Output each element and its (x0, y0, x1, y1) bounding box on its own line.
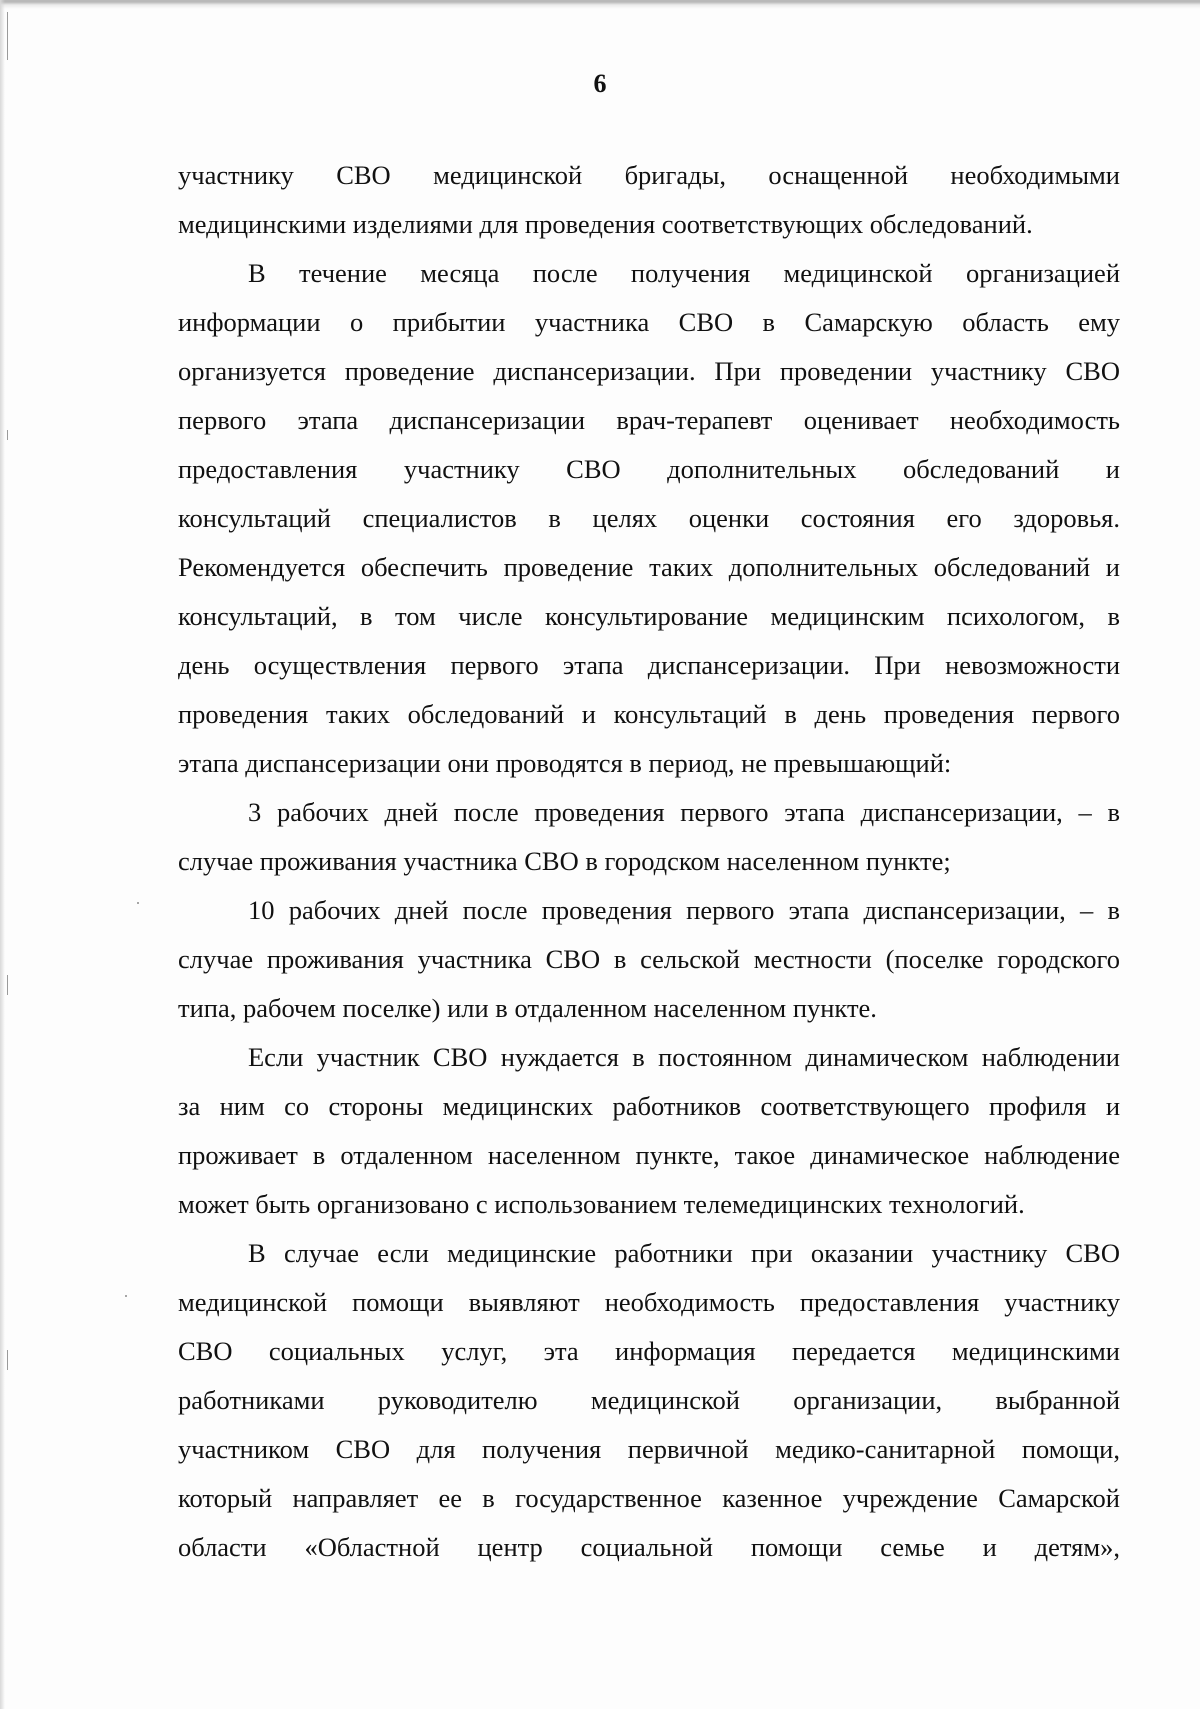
scan-top-edge (0, 0, 1200, 9)
text-line: участником СВО для получения первичной медико-санитарной помощи, (178, 1434, 1120, 1464)
text-line: проведения таких обследований и консультаций в день проведения первого (178, 699, 1120, 729)
scan-artifact-mark (7, 1350, 8, 1370)
text-line: который направляет ее в государственное казенное учреждение Самарской (178, 1483, 1120, 1513)
text-line: работниками руководителю медицинской организации, выбранной (178, 1385, 1120, 1415)
text-line: Если участник СВО нуждается в постоянном динамическом наблюдении (248, 1042, 1120, 1072)
text-line: этапа диспансеризации они проводятся в период, не превышающий: (178, 748, 952, 778)
text-line: предоставления участнику СВО дополнительных обследований и (178, 454, 1120, 484)
paragraph (178, 249, 1120, 788)
text-line: консультаций специалистов в целях оценки состояния его здоровья. (178, 503, 1120, 533)
document-body (178, 151, 1120, 1572)
text-line: типа, рабочем поселке) или в отдаленном населенном пункте. (178, 993, 877, 1023)
paragraph (178, 151, 1120, 249)
text-line: первого этапа диспансеризации врач-терапевт оценивает необходимость (178, 405, 1120, 435)
text-line: В течение месяца после получения медицинской организацией (248, 258, 1120, 288)
text-line: за ним со стороны медицинских работников соответствующего профиля и (178, 1091, 1120, 1121)
scan-artifact-mark (7, 430, 8, 440)
scan-artifact-dot (125, 1295, 127, 1297)
scan-artifact-dot (137, 902, 139, 904)
text-line: 10 рабочих дней после проведения первого этапа диспансеризации, – в (248, 895, 1120, 925)
text-line: может быть организовано с использованием телемедицинских технологий. (178, 1189, 1025, 1219)
text-line: информации о прибытии участника СВО в Самарскую область ему (178, 307, 1120, 337)
text-line: медицинской помощи выявляют необходимость предоставления участнику (178, 1287, 1120, 1317)
paragraph (178, 886, 1120, 1033)
text-line: медицинскими изделиями для проведения соответствующих обследований. (178, 209, 1033, 239)
scan-artifact-mark (7, 975, 8, 995)
text-line: организуется проведение диспансеризации. При проведении участнику СВО (178, 356, 1120, 386)
scan-artifact-mark (7, 12, 8, 60)
text-line: области «Областной центр социальной помощи семье и детям», (178, 1532, 1120, 1562)
paragraph (178, 1229, 1120, 1572)
text-line: консультаций, в том числе консультирование медицинским психологом, в (178, 601, 1120, 631)
text-line: проживает в отдаленном населенном пункте, такое динамическое наблюдение (178, 1140, 1120, 1170)
text-line: 3 рабочих дней после проведения первого этапа диспансеризации, – в (248, 797, 1120, 827)
text-line: СВО социальных услуг, эта информация передается медицинскими (178, 1336, 1120, 1366)
text-line: участнику СВО медицинской бригады, оснащенной необходимыми (178, 160, 1120, 190)
scan-left-edge (0, 0, 5, 1709)
paragraph (178, 788, 1120, 886)
text-line: В случае если медицинские работники при оказании участнику СВО (248, 1238, 1120, 1268)
page-number: 6 (593, 69, 607, 98)
text-line: случае проживания участника СВО в сельской местности (поселке городского (178, 944, 1120, 974)
text-line: Рекомендуется обеспечить проведение таких дополнительных обследований и (178, 552, 1120, 582)
text-line: день осуществления первого этапа диспансеризации. При невозможности (178, 650, 1120, 680)
paragraph (178, 1033, 1120, 1229)
text-line: случае проживания участника СВО в городском населенном пункте; (178, 846, 951, 876)
